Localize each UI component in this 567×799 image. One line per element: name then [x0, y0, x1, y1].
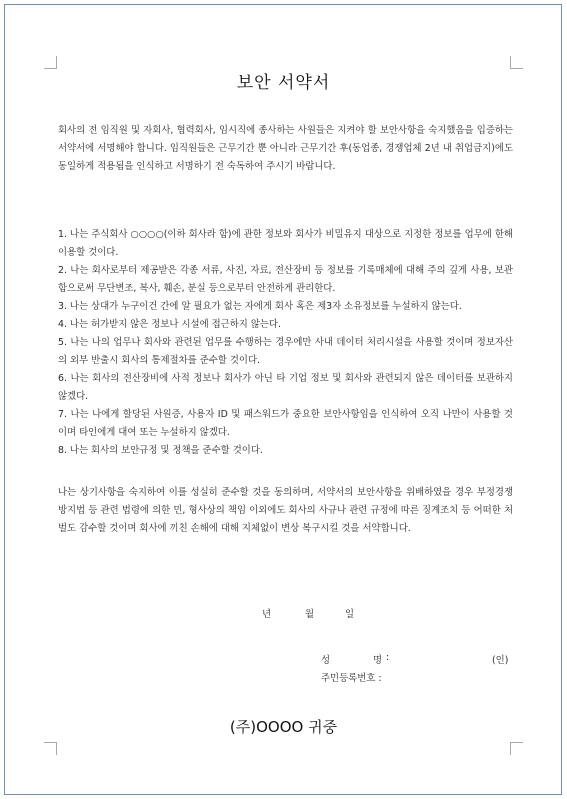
clause-item: 6. 나는 회사의 전산장비에 사적 정보나 회사가 아닌 타 기업 정보 및 회사와 관련되지 않은 데이터를 보관하지 않겠다. [58, 373, 513, 402]
clause-item: 7. 나는 나에게 할당된 사원증, 사용자 ID 및 패스워드가 중요한 보안사항임을 인식하여 오직 나만이 사용할 것이며 타인에게 대여 또는 누설하지 않겠다. [58, 409, 513, 438]
clause-item: 3. 나는 상대가 누구이건 간에 알 필요가 없는 자에게 회사 혹은 제3자 소유정보를 누설하지 않는다. [58, 301, 462, 312]
date-year-label: 년 [262, 609, 272, 620]
clause-item: 5. 나는 나의 업무나 회사와 관련된 업무를 수행하는 경우에만 사내 데이터 처리시설을 사용할 것이며 정보자산의 외부 반출시 회사의 통제절차를 준수할 것이다. [58, 337, 513, 366]
name-label-second: 명 [373, 655, 383, 666]
clause-item: 8. 나는 회사의 보안규정 및 정책을 준수할 것이다. [58, 445, 263, 456]
resident-number-label: 주민등록번호 : [321, 673, 382, 684]
intro-paragraph: 회사의 전 임직원 및 자회사, 협력회사, 임시직에 종사하는 사원들은 지켜야 할 보안사항을 숙지했음을 입증하는 서약서에 서명해야 합니다. 임직원들은 근무기간 뿐 아니라 근무기간 후(동업종, 경쟁업체 2년 내 취업금지)에도 동일하게 적용됨을 인식하고 서명하기 전 숙독하여 주시기 바랍니다. [58, 125, 513, 172]
name-colon: : [386, 652, 390, 663]
clause-item: 4. 나는 허가받지 않은 정보나 시설에 접근하지 않는다. [58, 319, 281, 330]
recipient-company: (주)OOOO 귀중 [229, 718, 338, 736]
date-day-label: 일 [345, 609, 355, 620]
closing-paragraph: 나는 상기사항을 숙지하여 이를 성실히 준수할 것을 동의하며, 서약서의 보안사항을 위배하였을 경우 부정경쟁방지법 등 관련 법령에 의한 민, 형사상의 책임 이외에도 회사의 사규나 관련 규정에 따른 징계조치 등 어떠한 처벌도 감수할 것이며 회사에 끼친 손해에 대해 지체없이 변상 복구시킬 것을 서약합니다. [58, 487, 513, 534]
clause-list [58, 226, 513, 460]
margin-corner-bottom-left [44, 742, 57, 755]
seal-mark: (인) [492, 655, 509, 666]
clause-item: 1. 나는 주식회사 ○○○○(이하 회사라 함)에 관한 정보와 회사가 비밀유지 대상으로 지정한 정보를 업무에 한해 이용할 것이다. [58, 229, 513, 258]
margin-corner-bottom-right [510, 742, 523, 755]
name-label-first: 성 [321, 655, 331, 666]
clause-item: 2. 나는 회사로부터 제공받은 각종 서류, 사진, 자료, 전산장비 등 정보를 기록매체에 대해 주의 깊게 사용, 보관함으로써 무단변조, 복사, 훼손, 분실 등으로부터 안전하게 관리한다. [58, 265, 513, 294]
document-title: 보안 서약서 [236, 73, 331, 93]
date-month-label: 월 [305, 609, 315, 620]
